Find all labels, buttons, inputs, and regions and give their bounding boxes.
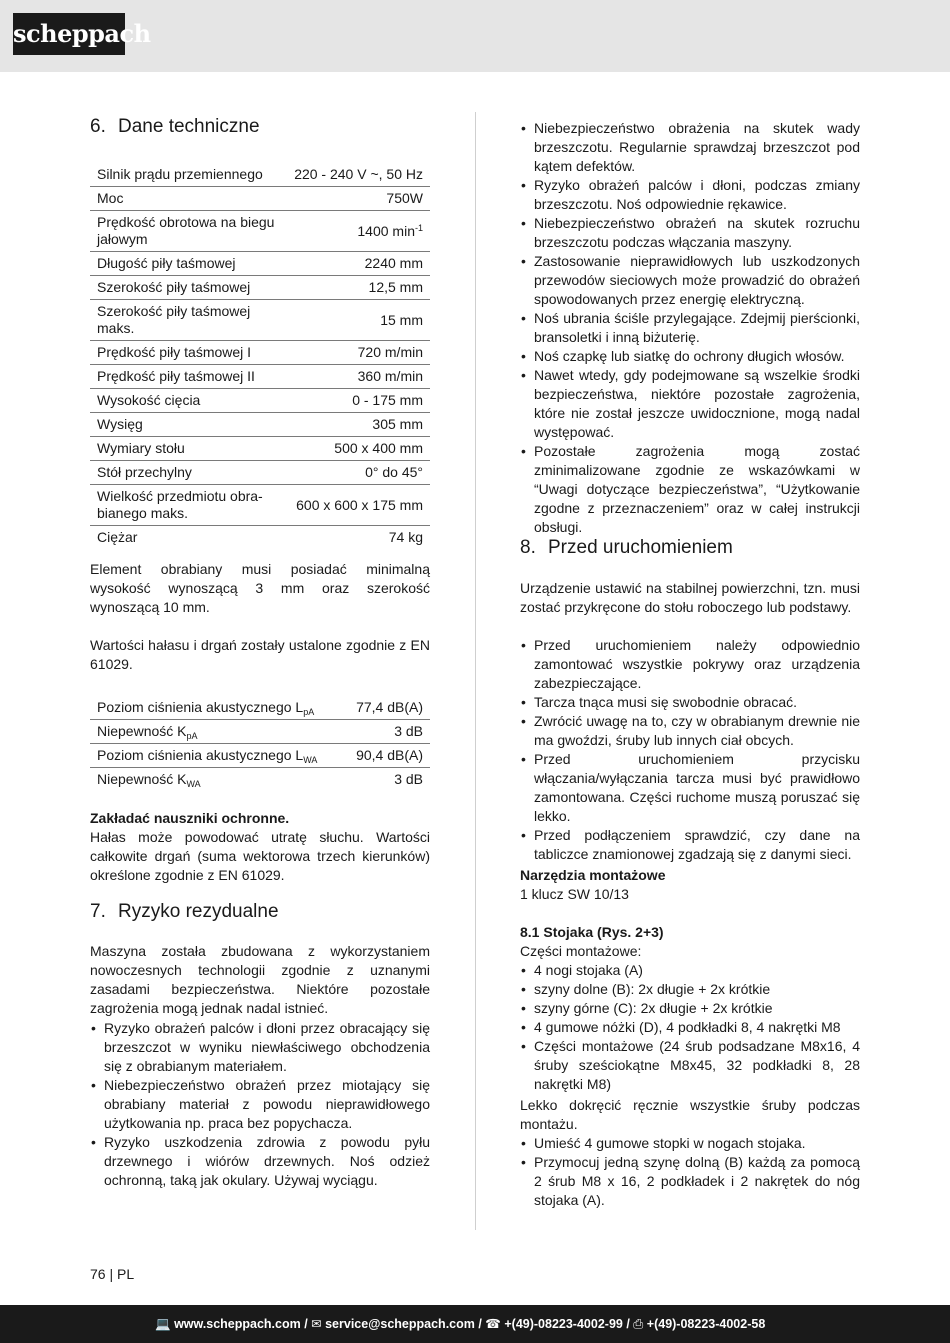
computer-icon: 💻	[155, 1317, 171, 1331]
table-row: Ciężar 74 kg	[97, 529, 423, 545]
list-item: • szyny górne (C): 2x długie + 2x krótkie	[520, 999, 860, 1018]
parts-list	[520, 961, 860, 1094]
list-item: • szyny dolne (B): 2x długie + 2x krótkie	[520, 980, 860, 999]
specs-table	[90, 163, 430, 549]
list-item: • Noś czapkę lub siatkę do ochrony długich włosów.	[520, 347, 860, 366]
fax-icon: ⎙	[633, 1317, 644, 1331]
section-7-list-continued	[520, 119, 860, 537]
table-row: Niepewność $K_{pA}$ 3 dB	[90, 720, 430, 744]
table-row: Poziom ciśnienia akustycznego $L_{WA}$ 90,4 dB(A)	[90, 744, 430, 768]
table-row: Poziom ciśnienia akustycznego $L_{pA}$ 77,4 dB(A)	[90, 696, 430, 720]
tools-text: 1 klucz SW 10/13	[520, 886, 629, 902]
footer-bar: 💻 www.scheppach.com / ✉ service@scheppach.com / ☎ +(49)-08223-4002-99 / ⎙ +(49)-08223-4002-58	[0, 1305, 950, 1343]
list-item: • Przymocuj jedną szynę dolną (B) każdą za pomocą 2 śrub M8 x 16, 2 podkładek i 2 nakrętek do nóg stojaka (A).	[520, 1153, 860, 1210]
table-row: Długość piły taśmowej 2240 mm	[90, 252, 430, 276]
footer-website[interactable]: www.scheppach.com	[174, 1317, 301, 1331]
section-7-list	[90, 1019, 430, 1190]
list-item: • 4 nogi stojaka (A)	[520, 961, 860, 980]
noise-note: Wartości hałasu i drgań zostały ustalone zgodnie z EN 61029.	[90, 637, 430, 672]
section-6-heading: 6. Dane techniczne	[90, 116, 260, 137]
tools-heading: Narzędzia montażowe	[520, 867, 666, 883]
table-row: Wysięg 305 mm	[90, 413, 430, 437]
subsection-8-1-heading: 8.1 Stojaka (Rys. 2+3)	[520, 924, 664, 940]
table-row: Silnik prądu przemiennego 220 - 240 V ~, 50 Hz	[90, 163, 430, 187]
list-item: • Zastosowanie nieprawidłowych lub uszkodzonych przewodów sieciowych może prowadzić do obrażeń spowodowanych przez energię elektryczną.	[520, 252, 860, 309]
parts-label: Części montażowe:	[520, 943, 642, 959]
column-divider	[475, 112, 476, 1230]
table-row: Wysokość cięcia 0 - 175 mm	[90, 389, 430, 413]
list-item: • Niebezpieczeństwo obrażeń na skutek rozruchu brzeszczotu podczas włączania maszyny.	[520, 214, 860, 252]
assembly-steps	[520, 1134, 860, 1210]
assembly-note: Lekko dokręcić ręcznie wszystkie śruby podczas montażu.	[520, 1097, 860, 1132]
table-row: Moc 750W	[90, 187, 430, 211]
table-row: Wielkość przedmiotu obra-bianego maks. 600 x 600 x 175 mm	[90, 485, 430, 526]
list-item: • Zwrócić uwagę na to, czy w obrabianym drewnie nie ma gwoździ, śruby lub innych ciał obcych.	[520, 712, 860, 750]
section-7-intro: Maszyna została zbudowana z wykorzystaniem nowoczesnych technologii zgodnie z uznanymi zasadami bezpieczeństwa. Niektóre pozostałe zagrożenia mogą jednak nadal istnieć.	[90, 943, 430, 1016]
noise-table	[90, 696, 430, 791]
list-item: • 4 gumowe nóżki (D), 4 podkładki 8, 4 nakrętki M8	[520, 1018, 860, 1037]
workpiece-note: Element obrabiany musi posiadać minimalną wysokość wynoszącą 3 mm oraz szerokość wynoszącą 10 mm.	[90, 561, 430, 615]
mail-icon: ✉	[311, 1317, 322, 1331]
list-item: • Pozostałe zagrożenia mogą zostać zminimalizowane zgodnie ze wskazówkami w “Uwagi dotyczące bezpieczeństwa”, “Użytkowanie zgodne z przeznaczeniem” oraz w całej instrukcji obsługi.	[520, 442, 860, 537]
phone-icon: ☎	[485, 1317, 501, 1331]
scheppach-logo: scheppach	[13, 13, 125, 55]
list-item: • Umieść 4 gumowe stopki w nogach stojaka.	[520, 1134, 860, 1153]
section-7-heading: 7. Ryzyko rezydualne	[90, 901, 279, 922]
list-item: • Przed podłączeniem sprawdzić, czy dane na tabliczce znamionowej zgadzają się z danymi sieci.	[520, 826, 860, 864]
header-bar	[0, 0, 950, 72]
list-item: • Niebezpieczeństwo obrażeń przez miotający się obrabiany materiał z powodu nieprawidłowego użytkowania np. praca bez popychacza.	[90, 1076, 430, 1133]
list-item: • Noś ubrania ściśle przylegające. Zdejmij pierścionki, bransoletki i inną biżuterię.	[520, 309, 860, 347]
footer-phone: +(49)-08223-4002-99	[504, 1317, 623, 1331]
list-item: • Tarcza tnąca musi się swobodnie obracać.	[520, 693, 860, 712]
footer-email[interactable]: service@scheppach.com	[325, 1317, 475, 1331]
footer-fax: +(49)-08223-4002-58	[646, 1317, 766, 1331]
section-8-heading: 8. Przed uruchomieniem	[520, 537, 733, 558]
section-8-intro: Urządzenie ustawić na stabilnej powierzchni, tzn. musi zostać przykręcone do stołu roboczego lub podstawy.	[520, 580, 860, 615]
page-number: 76 | PL	[90, 1266, 135, 1282]
list-item: • Ryzyko obrażeń palców i dłoni, podczas zmiany brzeszczotu. Noś odpowiednie rękawice.	[520, 176, 860, 214]
list-item: • Przed uruchomieniem przycisku włączania/wyłączania tarcza musi być prawidłowo zamontowana. Części ruchome muszą poruszać się lekko.	[520, 750, 860, 826]
table-row: Stół przechylny 0° do 45°	[90, 461, 430, 485]
list-item: • Przed uruchomieniem należy odpowiednio zamontować wszystkie pokrywy oraz urządzenia zabezpieczające.	[520, 636, 860, 693]
table-row: Prędkość obrotowa na biegu jałowym 1400 $\min^{-1}$	[90, 211, 430, 252]
table-row: Prędkość piły taśmowej II 360 m/min	[90, 365, 430, 389]
section-8-list	[520, 636, 860, 864]
list-item: • Części montażowe (24 śrub podsadzane M8x16, 4 śruby sześciokątne M8x45, 32 podkładki 8, 28 nakrętki M8)	[520, 1037, 860, 1094]
table-row: Szerokość piły taśmowej maks. 15 mm	[90, 300, 430, 341]
list-item: • Niebezpieczeństwo obrażenia na skutek wady brzeszczotu. Regularnie sprawdzaj brzeszczot pod kątem defektów.	[520, 119, 860, 176]
list-item: • Ryzyko obrażeń palców i dłoni przez obracający się brzeszczot w wyniku niewłaściwego obchodzenia się z obrabianym materiałem.	[90, 1019, 430, 1076]
table-row: Szerokość piły taśmowej 12,5 mm	[90, 276, 430, 300]
table-row: Niepewność $K_{WA}$ 3 dB	[97, 771, 423, 789]
list-item: • Nawet wtedy, gdy podejmowane są wszelkie środki bezpieczeństwa, niektóre pozostałe zagrożenia, które nie został jeszcze uwidocznione, mogą nadal występować.	[520, 366, 860, 442]
table-row: Prędkość piły taśmowej I 720 m/min	[90, 341, 430, 365]
ear-protection-text: Hałas może powodować utratę słuchu. Wartości całkowite drgań (suma wektorowa trzech kierunków) określone zgodnie z EN 61029.	[90, 829, 430, 883]
table-row: Wymiary stołu 500 x 400 mm	[90, 437, 430, 461]
ear-protection-heading: Zakładać nauszniki ochronne.	[90, 810, 290, 826]
list-item: • Ryzyko uszkodzenia zdrowia z powodu pyłu drzewnego i wiórów drzewnych. Noś odzież ochronną, taką jak okulary. Używaj wyciągu.	[90, 1133, 430, 1190]
